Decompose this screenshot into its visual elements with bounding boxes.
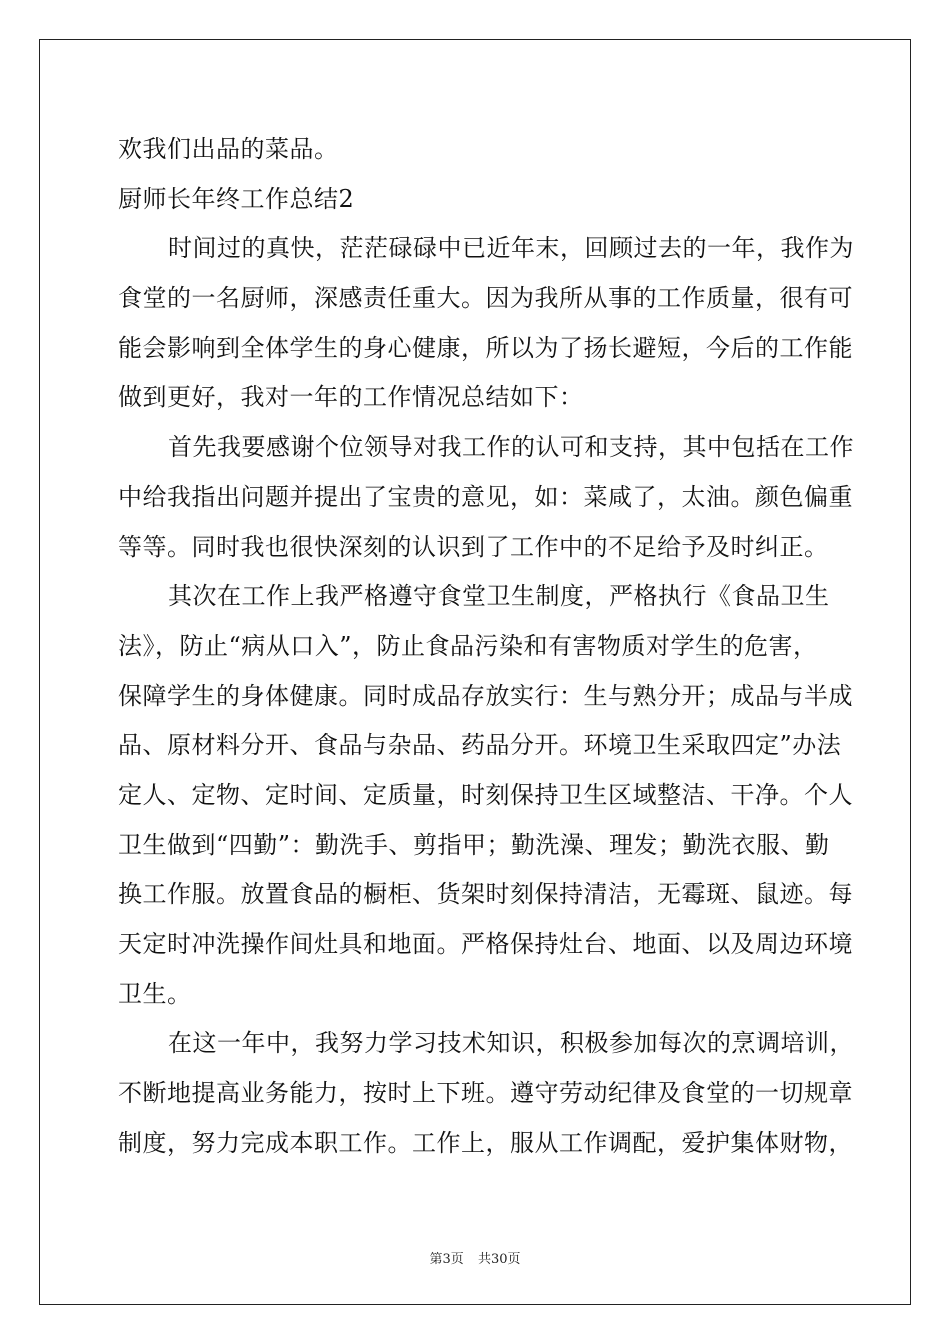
paragraph-start-line: 在这一年中，我努力学习技术知识，积极参加每次的烹调培训， [168,1029,854,1058]
body-line: 品、原材料分开、食品与杂品、药品分开。环境卫生采取四定”办法 [118,731,842,760]
paragraph-start-line: 其次在工作上我严格遵守食堂卫生制度，严格执行《食品卫生 [168,582,830,611]
paragraph-start-line: 首先我要感谢个位领导对我工作的认可和支持，其中包括在工作 [168,433,854,462]
body-line: 定人、定物、定时间、定质量，时刻保持卫生区域整洁、干净。个人 [118,780,853,809]
body-line: 欢我们出品的菜品。 [118,135,339,163]
body-line: 做到更好，我对一年的工作情况总结如下： [118,383,584,412]
body-line: 中给我指出问题并提出了宝贵的意见，如：菜咸了，太油。颜色偏重 [118,482,853,511]
body-line: 卫生做到“四勤”：勤洗手、剪指甲；勤洗澡、理发；勤洗衣服、勤 [118,830,830,859]
body-line: 卫生。 [118,979,192,1008]
body-line: 天定时冲洗操作间灶具和地面。严格保持灶台、地面、以及周边环境 [118,930,853,958]
body-line: 法》，防止“病从口入”，防止食品污染和有害物质对学生的危害， [118,631,818,660]
body-line: 不断地提高业务能力，按时上下班。遵守劳动纪律及食堂的一切规章 [118,1079,853,1108]
page-number: 第3页 [429,1252,464,1267]
document-body [118,129,854,1172]
section-heading: 厨师长年终工作总结2 [118,184,355,213]
body-line: 等等。同时我也很快深刻的认识到了工作中的不足给予及时纠正。 [118,532,829,561]
page-footer [0,1248,950,1267]
body-line: 制度，努力完成本职工作。工作上，服从工作调配，爱护集体财物， [118,1128,853,1157]
total-pages: 共30页 [477,1252,521,1267]
body-line: 保障学生的身体健康。同时成品存放实行：生与熟分开；成品与半成 [118,681,853,710]
paragraph-start-line: 时间过的真快，茫茫碌碌中已近年末，回顾过去的一年，我作为 [168,234,854,263]
body-line: 能会影响到全体学生的身心健康，所以为了扬长避短，今后的工作能 [118,333,853,362]
body-line: 食堂的一名厨师，深感责任重大。因为我所从事的工作质量，很有可 [118,284,853,313]
body-line: 换工作服。放置食品的橱柜、货架时刻保持清洁，无霉斑、鼠迹。每 [118,880,853,909]
